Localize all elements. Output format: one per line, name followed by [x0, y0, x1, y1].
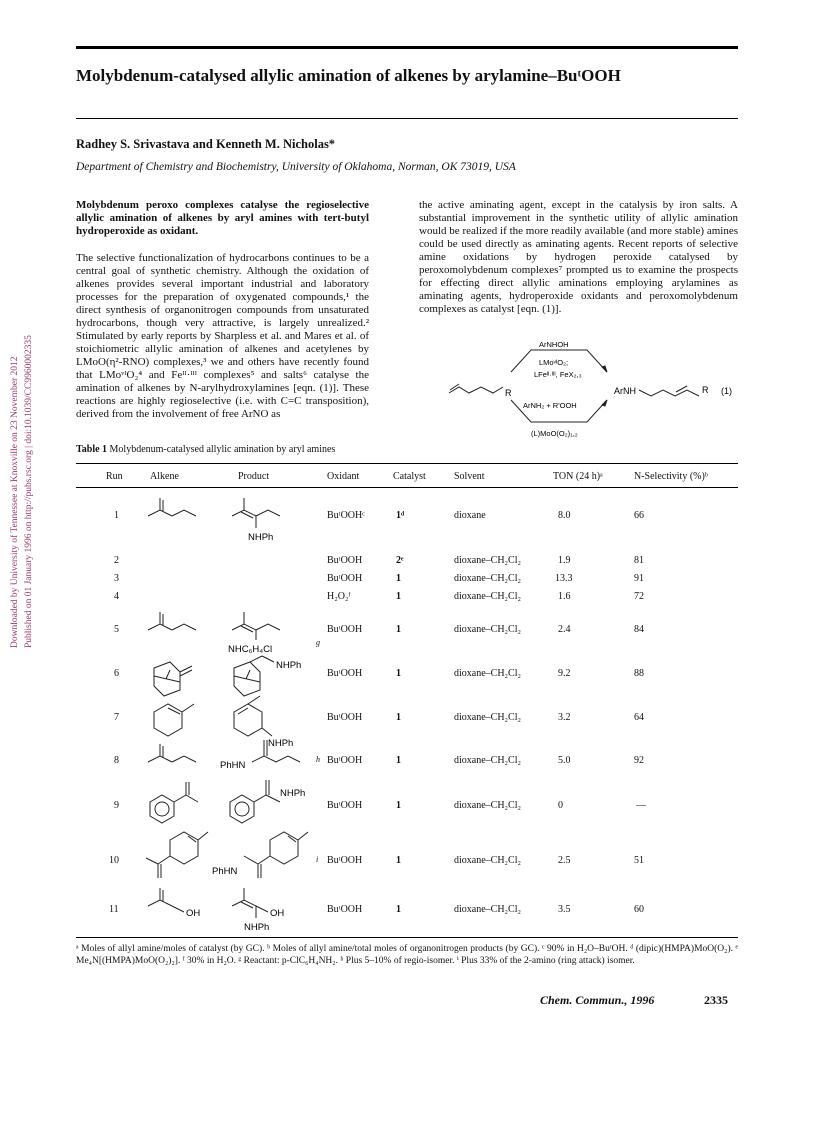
table-cell-catalyst: 1 — [396, 755, 401, 766]
eq-top-cat1: LMoᵛᴵO₂; — [539, 358, 569, 367]
table-top-rule — [76, 463, 738, 464]
eq-product-r: R — [702, 385, 709, 395]
table-cell-ton: 1.9 — [558, 555, 571, 566]
table-footnotes: ᵃ Moles of allyl amine/moles of catalyst (by GC). ᵇ Moles of allyl amine/total moles of organonitrogen products (by GC). ᶜ 90% in H₂O–BuᵗOH. ᵈ (dipic)(HMPA)MoO(O₂). ᵉ Me₄N[(HMPA)MoO(O₂)₂]. ᶠ 30% in H₂O. ᵍ Reactant: p-ClC₆H₄NH₂. ʰ Plus 5–10% of regio-isomer. ⁱ Plus 33% of the 2-amino (ring attack) isomer. — [76, 944, 738, 966]
table-cell-ton: 3.2 — [558, 712, 571, 723]
table-cell-oxidant: BuᵗOOH — [327, 800, 363, 811]
product-label-r8: PhHN — [220, 760, 246, 771]
product-label-r11-n: NHPh — [244, 922, 270, 933]
col-ton: TON (24 h)ᵃ — [553, 471, 603, 482]
table-cell-selectivity: 91 — [634, 573, 644, 584]
eq-number: (1) — [721, 386, 732, 396]
product-label-r11-oh: OH — [270, 908, 285, 919]
product-label-r9: NHPh — [280, 788, 306, 799]
col-catalyst: Catalyst — [393, 471, 426, 482]
table-cell-selectivity: 64 — [634, 712, 644, 723]
col-solvent: Solvent — [454, 471, 485, 482]
col-alkene: Alkene — [150, 471, 179, 482]
table-cell-catalyst: 1 — [396, 624, 401, 635]
table-cell-solvent: dioxane–CH₂Cl₂ — [454, 624, 521, 635]
table-cell-oxidant: BuᵗOOH — [327, 904, 363, 915]
table-cell-solvent: dioxane–CH₂Cl₂ — [454, 573, 521, 584]
eq-bottom-reagent: ArNH₂ + R'OOH — [523, 401, 577, 410]
table-cell-catalyst: 1 — [396, 904, 401, 915]
abstract: Molybdenum peroxo complexes catalyse the regioselective allylic amination of alkenes by aryl amines with tert-butyl hydroperoxide as oxidant. — [76, 199, 369, 237]
table-cell-run: 8 — [114, 755, 119, 766]
download-notice — [6, 288, 46, 648]
table-header-rule — [76, 487, 738, 488]
table-cell-oxidant: BuᵗOOH — [327, 624, 363, 635]
left-column — [76, 199, 369, 432]
table-cell-selectivity: 60 — [634, 904, 644, 915]
table-cell-ton: 5.0 — [558, 755, 571, 766]
table-note-g: g — [316, 638, 320, 647]
download-link-text[interactable]: Downloaded by University of Tennessee at Knoxville on 23 November 2012 — [10, 356, 20, 648]
table-cell-catalyst: 1 — [396, 712, 401, 723]
table-cell-oxidant: BuᵗOOH — [327, 668, 363, 679]
alkene-structure — [148, 510, 172, 516]
table-cell-catalyst: 1ᵈ — [396, 510, 405, 521]
eq-product-arnh: ArNH — [614, 386, 636, 396]
table-cell-ton: 13.3 — [555, 573, 573, 584]
table-cell-run: 4 — [114, 591, 119, 602]
col-oxidant: Oxidant — [327, 471, 360, 482]
eq-left-r: R — [505, 388, 512, 398]
table-cell-run: 3 — [114, 573, 119, 584]
table-cell-solvent: dioxane–CH₂Cl₂ — [454, 755, 521, 766]
authors: Radhey S. Srivastava and Kenneth M. Nicholas* — [76, 137, 336, 151]
body-paragraph: The selective functionalization of hydrocarbons continues to be a central goal of synthetic chemistry. Although the oxidation of alkenes provides several important industrial and laboratory processes for the preparation of oxygenated compounds,¹ the direct synthesis of organonitrogen compounds from unsaturated hydrocarbons, though very attractive, is largely unrealized.² Stimulated by early reports by Sharpless et al. and Mares et al. of stoichiometric allylic amination of alkenes and acetylenes by LMoO(η²-RNO) complexes,³ we and others have recently found that LMoᵛᴵO₂⁴ and Feᴵᴵ·ᴵᴵᴵ complexes⁵ and salts⁶ catalyse the amination of alkenes by N-arylhydroxylamines [eqn. (1)]. These reactions are highly regioselective (i.e. with C=C transposition), derived from the involvement of free ArNO as — [76, 252, 369, 420]
table-cell-solvent: dioxane–CH₂Cl₂ — [454, 904, 521, 915]
table-note-i: i — [316, 855, 319, 864]
title-rule — [76, 118, 738, 119]
table-bottom-rule — [76, 937, 738, 938]
table-cell-solvent: dioxane–CH₂Cl₂ — [454, 555, 521, 566]
table-cell-catalyst: 1 — [396, 668, 401, 679]
table-note-h: h — [316, 755, 320, 764]
table-caption-label: Table 1 — [76, 444, 108, 455]
table-cell-catalyst: 1 — [396, 573, 401, 584]
table-caption-text: Molybdenum-catalysed allylic amination by aryl amines — [109, 444, 336, 455]
table-cell-ton: 1.6 — [558, 591, 571, 602]
eq-top-cat2: LFeᴵᴵ·ᴵᴵᴵ, FeX₂,₃ — [534, 370, 582, 379]
table-cell-solvent: dioxane–CH₂Cl₂ — [454, 800, 521, 811]
product-label-r6: NHPh — [276, 660, 302, 671]
table-cell-solvent: dioxane–CH₂Cl₂ — [454, 712, 521, 723]
table-cell-solvent: dioxane–CH₂Cl₂ — [454, 668, 521, 679]
table-cell-oxidant: BuᵗOOH — [327, 573, 363, 584]
table-cell-selectivity: 66 — [634, 510, 644, 521]
table-cell-solvent: dioxane–CH₂Cl₂ — [454, 591, 521, 602]
product-label-r10: PhHN — [212, 866, 238, 877]
top-rule — [76, 46, 738, 49]
alkene-label-r11: OH — [186, 908, 201, 919]
table-cell-oxidant: BuᵗOOHᶜ — [327, 510, 365, 521]
table-cell-solvent: dioxane — [454, 510, 486, 521]
doi-link-text[interactable]: Published on 01 January 1996 on http://pubs.rsc.org | doi:10.1039/CC9960002335 — [24, 335, 34, 648]
table-cell-ton: 9.2 — [558, 668, 571, 679]
table-cell-solvent: dioxane–CH₂Cl₂ — [454, 855, 521, 866]
table-cell-oxidant: H₂O₂ᶠ — [327, 591, 351, 602]
col-selectivity: N-Selectivity (%)ᵇ — [634, 471, 708, 482]
table-cell-selectivity: 92 — [634, 755, 644, 766]
table-cell-run: 10 — [109, 855, 119, 866]
product-label-r5: NHC₆H₄Cl — [228, 644, 273, 655]
table-cell-run: 6 — [114, 668, 119, 679]
table-cell-run: 2 — [114, 555, 119, 566]
table-cell-ton: 3.5 — [558, 904, 571, 915]
body-paragraph-right: the active aminating agent, except in the catalysis by iron salts. A substantial improvement in the synthetic utility of allylic amination would be realized if the more readily available (and more stable) amines could be used directly as aminating agents. Recent reports of selective amine oxidations by hydrogen peroxide catalysed by peroxomolybdenum complexes⁷ prompted us to examine the prospects for effecting direct allylic aminations employing arylamines as aminating agents, hydroperoxide oxidants and peroxomolybdenum complexes as catalyst [eqn. (1)]. — [419, 199, 738, 315]
affiliation: Department of Chemistry and Biochemistry, University of Oklahoma, Norman, OK 73019, USA — [76, 161, 516, 173]
eq-top-reagent: ArNHOH — [539, 340, 569, 349]
table-cell-catalyst: 2ᵉ — [396, 555, 404, 566]
journal-name: Chem. Commun., 1996 — [540, 993, 655, 1007]
col-product: Product — [238, 471, 270, 482]
table-cell-selectivity: 81 — [634, 555, 644, 566]
col-run: Run — [106, 471, 123, 482]
table-cell-run: 11 — [109, 904, 119, 915]
table-cell-selectivity: 84 — [634, 624, 644, 635]
reaction-scheme — [419, 336, 739, 438]
table-cell-run: 9 — [114, 800, 119, 811]
eq-bottom-cat: (L)MoO(O₂)₁,₂ — [531, 429, 578, 438]
table-cell-ton: 0 — [558, 800, 563, 811]
page-number: 2335 — [704, 993, 728, 1007]
structure-drawings — [140, 490, 320, 940]
table-cell-catalyst: 1 — [396, 800, 401, 811]
article-title: Molybdenum-catalysed allylic amination of alkenes by arylamine–BuᵗOOH — [76, 66, 621, 85]
table-cell-oxidant: BuᵗOOH — [327, 555, 363, 566]
table-cell-selectivity: 72 — [634, 591, 644, 602]
right-column — [419, 199, 738, 327]
table-cell-catalyst: 1 — [396, 591, 401, 602]
table-cell-ton: 2.5 — [558, 855, 571, 866]
table-cell-run: 1 — [114, 510, 119, 521]
table-cell-selectivity: 88 — [634, 668, 644, 679]
table-cell-oxidant: BuᵗOOH — [327, 712, 363, 723]
product-label-r7: NHPh — [268, 738, 294, 749]
table-cell-catalyst: 1 — [396, 855, 401, 866]
table-cell-selectivity: — — [636, 800, 646, 811]
product-label-r1: NHPh — [248, 532, 274, 543]
table-cell-oxidant: BuᵗOOH — [327, 755, 363, 766]
table-cell-run: 7 — [114, 712, 119, 723]
table-cell-run: 5 — [114, 624, 119, 635]
table-caption — [76, 444, 335, 455]
table-cell-selectivity: 51 — [634, 855, 644, 866]
table-cell-ton: 8.0 — [558, 510, 571, 521]
table-cell-oxidant: BuᵗOOH — [327, 855, 363, 866]
table-cell-ton: 2.4 — [558, 624, 571, 635]
